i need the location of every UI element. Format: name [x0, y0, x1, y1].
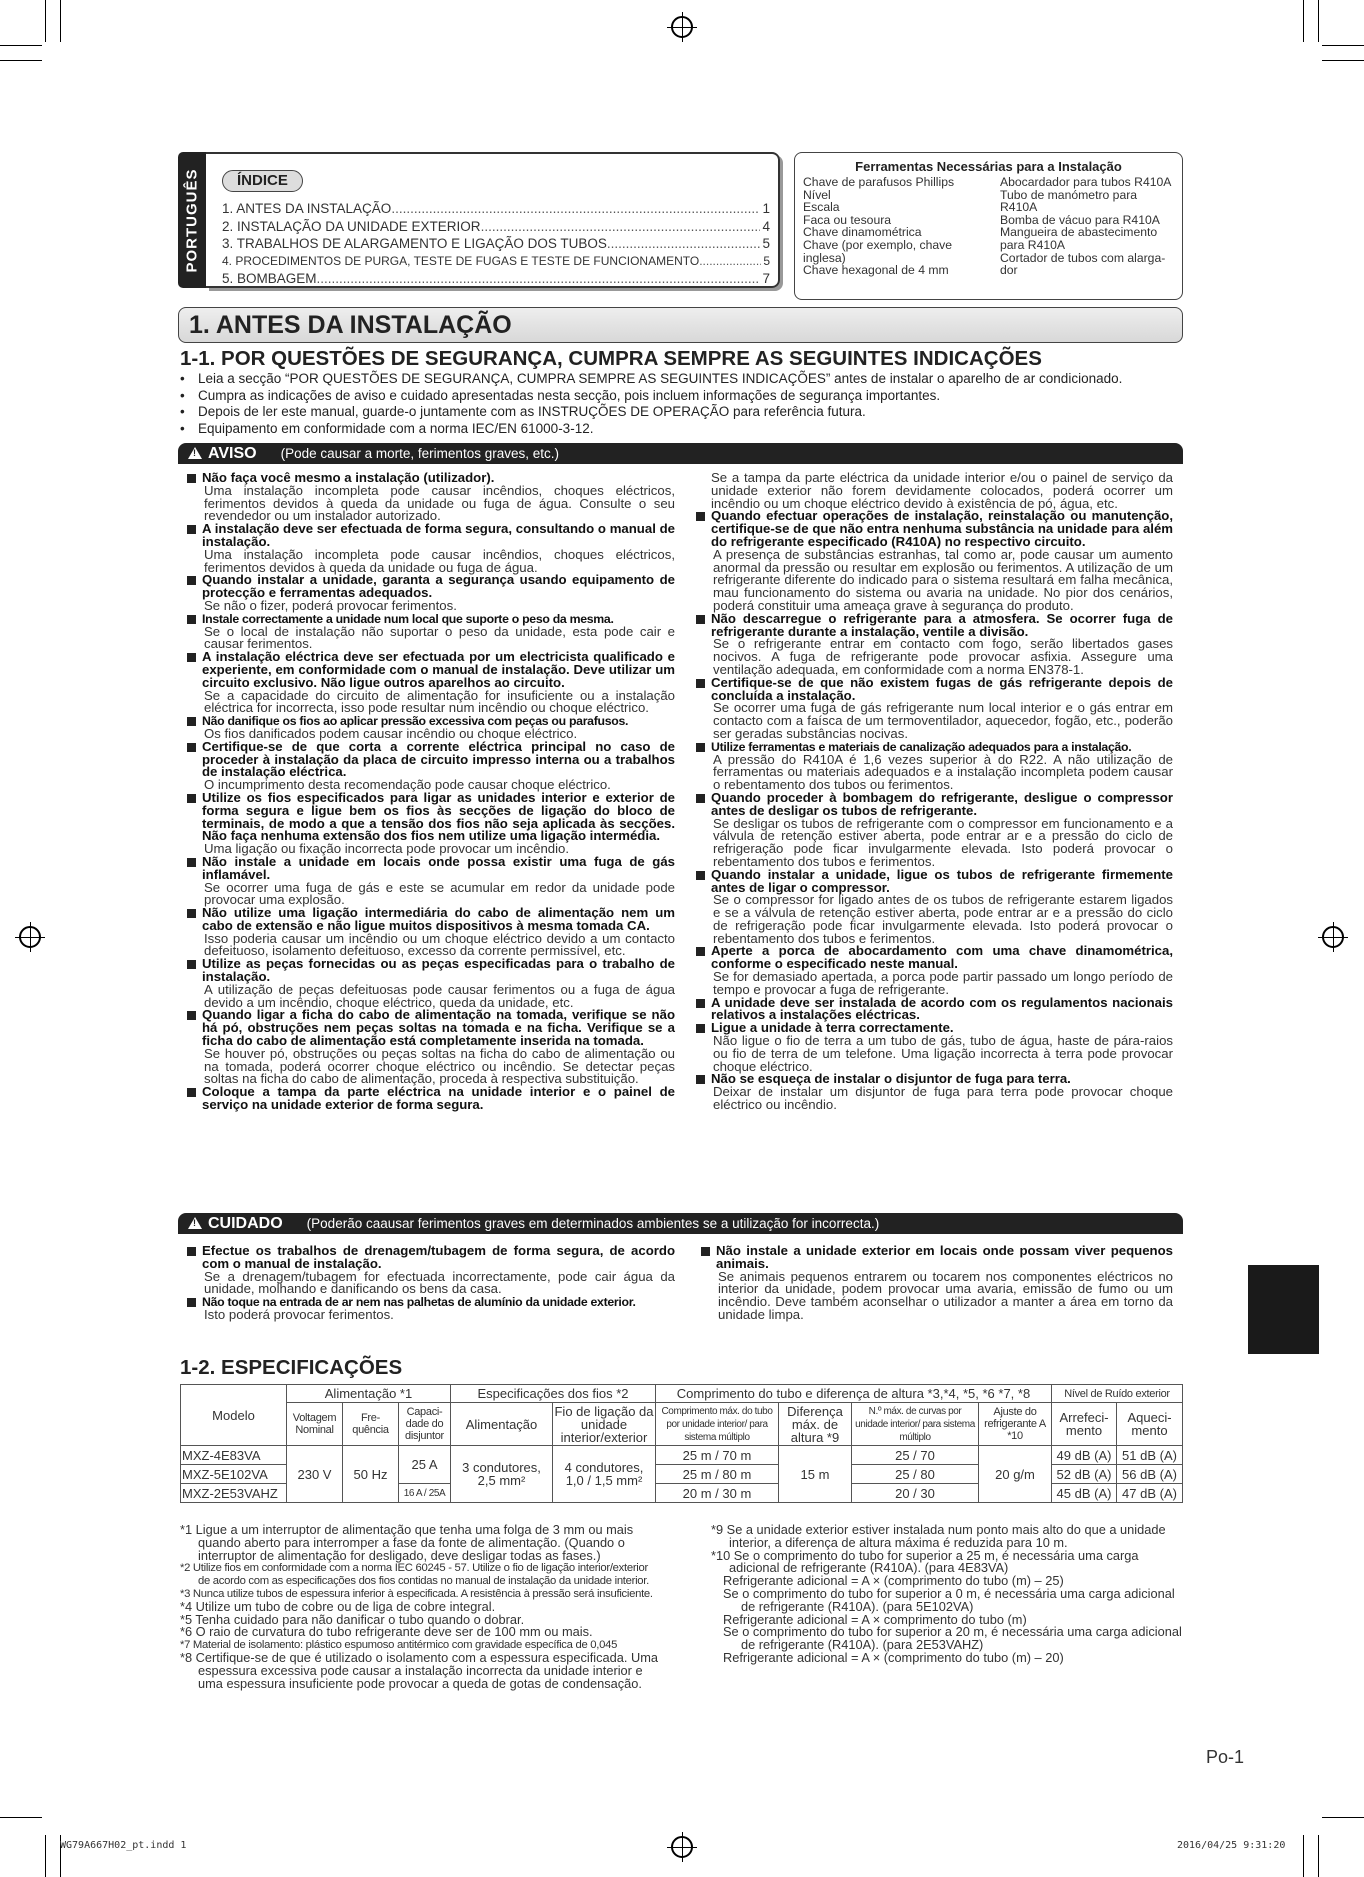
bends-cell: 25 / 80 — [852, 1465, 979, 1484]
crop-mark — [1318, 0, 1319, 42]
safety-item — [693, 510, 1173, 612]
registration-mark-icon — [1322, 926, 1344, 948]
tool-item: Chave hexagonal de 4 mm — [803, 263, 949, 278]
safety-item-text: Uma instalação incompleta pode causar incêndios, choques eléctricos, ferimentos devidos à queda da unidade ou fuga de água. — [204, 546, 675, 575]
language-tab — [178, 152, 206, 288]
safety-item-title: Quando instalar a unidade, ligue os tubos de refrigerante firmemente antes de ligar o compressor. — [711, 866, 1173, 895]
safety-item — [184, 472, 675, 523]
col-header: N.º máx. de curvas por unidade interior/ para sistema múltiplo — [852, 1403, 979, 1446]
safety-item-text: Uma instalação incompleta pode causar incêndios, choques eléctricos, ferimentos devidos à queda da unidade ou fuga de água. Consulte o seu revendedor ou um instalador autorizado. — [204, 482, 675, 524]
index-item-page: 5 — [763, 253, 770, 268]
bullet-square-icon — [187, 1247, 196, 1256]
safety-item — [184, 1245, 675, 1296]
caution-note: (Poderão caausar ferimentos graves em determinados ambientes se a utilização for incorrecta.) — [306, 1216, 880, 1231]
safety-item-title: Utilize ferramentas e materiais de canalização adequados para a instalação. — [711, 739, 1132, 754]
col-header: Diferença máx. de altura *9 — [779, 1403, 852, 1446]
warning-label: AVISO — [208, 445, 257, 462]
safety-item-text: Não ligue o fio de terra a um tubo de gás, tubo de água, haste de pára-raios ou fio de terra de um telefone. Uma ligação incorrecta à terra pode provocar choque eléctrico. — [713, 1033, 1173, 1074]
heating-noise-cell: 47 dB (A) — [1117, 1484, 1183, 1503]
safety-item-text: Se a drenagem/tubagem for efectuada incorrectamente, pode cair água da unidade, molhando e danificando os bens da casa. — [204, 1268, 675, 1297]
footnote: *3 Nunca utilize tubos de espessura inferior à especificada. A resistência à pressão será insuficiente. — [180, 1587, 653, 1600]
tool-item: Faca ou tesoura — [803, 212, 892, 227]
pipe-length-cell: 25 m / 70 m — [656, 1446, 779, 1465]
safety-item-text: Se houver pó, obstruções ou peças soltas na ficha do cabo de alimentação ou na tomada, poderá ocorrer choque eléctrico ou incêndio. Se detectar peças soltas na ficha do cabo de alimentação, proceda à respectiva substituição. — [204, 1045, 675, 1087]
footnote: Refrigerante adicional = A × (comprimento do tubo (m) – 25) — [723, 1573, 1064, 1589]
safety-item-text: A pressão do R410A é 1,6 vezes superior à do R22. A não utilização de ferramentas ou materiais adequados e a instalação incompleta podem causar o rebentamento dos tubos ou ferimentos. — [713, 751, 1173, 793]
model-cell: MXZ-2E53VAHZ — [181, 1484, 287, 1503]
subsection-title: 1-2. ESPECIFICAÇÕES — [180, 1356, 403, 1379]
tool-item: dor — [1000, 263, 1018, 278]
safety-item-text: Uma ligação ou fixação incorrecta pode provocar um incêndio. — [204, 841, 570, 857]
intro-bullet: • Depois de ler este manual, guarde-o juntamente com as INSTRUÇÕES DE OPERAÇÃO para referência futura. — [180, 404, 1190, 421]
safety-item-text: A utilização de peças defeituosas pode causar ferimentos ou a fuga de água devido a um incêndio, choque eléctrico, queda da unidade, etc. — [204, 981, 675, 1010]
frequency-cell: 50 Hz — [343, 1446, 399, 1503]
safety-item-text: Se for demasiado apertada, a porca pode partir passado um longo período de tempo e provocar a fuga de refrigerante. — [713, 969, 1173, 997]
safety-item — [693, 945, 1173, 996]
safety-item — [693, 1022, 1173, 1073]
col-header: Nível de Ruído exterior — [1052, 1385, 1183, 1403]
footnote: Se o comprimento do tubo for superior a 20 m, é necessária uma carga adicional de refrigerante (R410A). (para 2E53VAHZ) — [723, 1624, 1182, 1653]
refrigerant-adjust-cell: 20 g/m — [979, 1446, 1052, 1503]
footnote: *9 Se a unidade exterior estiver instalada num ponto mais alto do que a unidade interior, a diferença de altura máxima é reduzida para 10 m. — [711, 1522, 1166, 1550]
language-label: PORTUGUÊS — [183, 167, 201, 273]
crop-mark — [1303, 0, 1304, 42]
registration-mark-icon — [671, 16, 693, 38]
intro-bullet: • Cumpra as indicações de aviso e cuidado apresentadas nesta secção, pois incluem informações de segurança importantes. — [180, 388, 1190, 405]
registration-mark-icon — [671, 1836, 693, 1858]
safety-item-title: Quando ligar a ficha do cabo de alimentação na tomada, verifique se não há pó, obstruções nem peças soltas na tomada e na ficha. Verifique se a ficha do cabo de alimentação está completamente inserida na tomada. — [202, 1007, 675, 1049]
breaker-cell: 25 A — [399, 1446, 451, 1484]
index-item-page: 7 — [762, 271, 770, 286]
safety-item-text: Se ocorrer uma fuga de gás refrigerante num local interior e o gás entrar em contacto com a faísca de um termoventilador, aquecedor, fogão, etc., poderão ser geradas substâncias nocivas. — [713, 700, 1173, 741]
safety-item — [693, 674, 1173, 741]
footer-timestamp: 2016/04/25 9:31:20 — [1177, 1840, 1286, 1851]
spec-table — [180, 1384, 1183, 1503]
safety-item — [184, 958, 675, 1009]
safety-item-title: A instalação eléctrica deve ser efectuada por um electricista qualificado e experiente, em conformidade com o manual de instalação. Deve utilizar um circuito exclusivo. Não ligue outros aparelhos ao circuito. — [202, 649, 675, 690]
pipe-length-cell: 25 m / 80 m — [656, 1465, 779, 1484]
safety-item-title: Não descarregue o refrigerante para a atmosfera. Se ocorrer fuga de refrigerante durante a instalação, ventile a divisão. — [711, 610, 1173, 639]
footnote: Refrigerante adicional = A × (comprimento do tubo (m) – 20) — [723, 1649, 1064, 1665]
bullet-square-icon — [187, 909, 196, 918]
tool-item: Escala — [803, 200, 840, 215]
safety-item-title: A unidade deve ser instalada de acordo com os regulamentos nacionais relativos a instalações eléctricas. — [711, 994, 1173, 1023]
safety-item-title: Certifique-se de que corta a corrente eléctrica principal no caso de proceder à instalação da placa de circuito impresso interna ou a trabalhos de instalação eléctrica. — [202, 738, 675, 780]
safety-item-title: Não utilize uma ligação intermediária do cabo de alimentação nem um cabo de extensão e não ligue muitos dispositivos à mesma tomada CA. — [202, 905, 675, 933]
bullet-square-icon — [696, 512, 705, 521]
warning-icon — [188, 447, 202, 459]
safety-item-text: Se desligar os tubos de refrigerante com o compressor em funcionamento e a válvula de retenção estiver aberta, pode entrar ar e a pressão do ciclo de refrigeração pode ficar invulgarmente elevada. Isto poderá provocar o rebentamento dos tubos e ferimentos. — [713, 815, 1173, 869]
power-wire-cell: 3 condutores, 2,5 mm² — [451, 1446, 553, 1503]
crop-mark — [0, 45, 42, 46]
footnote: Refrigerante adicional = A × comprimento do tubo (m) — [723, 1611, 1027, 1627]
bullet-square-icon — [696, 1075, 705, 1084]
tool-item: Chave dinamométrica — [803, 225, 922, 240]
index-item-page: 5 — [762, 236, 770, 251]
tool-item: Nível — [803, 187, 831, 202]
safety-item-title: Utilize as peças fornecidas ou as peças especificadas para o trabalho de instalação. — [202, 956, 675, 985]
bullet-square-icon — [696, 999, 705, 1008]
index-item[interactable] — [222, 218, 770, 236]
tool-item: R410A — [1000, 200, 1038, 215]
bullet-square-icon — [696, 871, 705, 880]
bullet-square-icon — [187, 615, 196, 624]
crop-mark — [45, 1835, 46, 1877]
footnote: *1 Ligue a um interruptor de alimentação que tenha uma folga de 3 mm ou mais quando aberto para interromper a fase da fonte de alimentação. (Quando o interruptor de alimentação for desligado, deve desligar todas as fases.) — [180, 1522, 634, 1563]
bullet-square-icon — [187, 653, 196, 662]
footnote: *2 Utilize fios em conformidade com a norma IEC 60245 - 57. Utilize o fio de ligação interior/exterior de acordo com as especificações dos fios contidas no manual de instalação da unidade interior. — [180, 1562, 649, 1588]
col-header: Fre-quência — [343, 1403, 399, 1446]
bullet-square-icon — [187, 1011, 196, 1020]
safety-item-text: Isso poderia causar um incêndio ou um choque eléctrico devido a um contacto defeituoso, isolamento defeituoso, excesso da corrente permissível, etc. — [204, 930, 675, 959]
intro-list — [180, 371, 1190, 437]
safety-item-text: Se a capacidade do circuito de alimentação for insuficiente ou a instalação eléctrica for incorrecta, isso pode resultar num incêndio ou choque eléctrico. — [204, 687, 675, 716]
safety-item-text: Se ocorrer uma fuga de gás e este se acumular em redor da unidade pode provocar uma explosão. — [204, 879, 675, 908]
safety-item-title: Não faça você mesmo a instalação (utilizador). — [202, 470, 495, 485]
safety-item — [184, 1086, 675, 1112]
safety-item — [693, 994, 1173, 1023]
safety-item-title: Coloque a tampa da parte eléctrica na unidade interior e o painel de serviço na unidade exterior de forma segura. — [202, 1084, 675, 1113]
warning-left-column — [184, 472, 675, 1112]
warning-bar — [178, 443, 1183, 464]
bends-cell: 25 / 70 — [852, 1446, 979, 1465]
model-cell: MXZ-4E83VA — [181, 1446, 287, 1465]
safety-item-title: Quando efectuar operações de instalação, reinstalação ou manutenção, certifique-se de que não entra nenhuma substância na unidade para além do refrigerante especificado (R410A) no respectivo circuito. — [711, 508, 1173, 549]
index-item-label: 5. BOMBAGEM — [222, 271, 317, 286]
intro-bullet: • Equipamento em conformidade com a norma IEC/EN 61000-3-12. — [180, 421, 1190, 438]
bullet-square-icon — [187, 576, 196, 585]
safety-item-title: Ligue a unidade à terra correctamente. — [711, 1020, 954, 1036]
safety-item — [693, 789, 1173, 869]
footnote: Se o comprimento do tubo for superior a 0 m, é necessária uma carga adicional de refrigerante (R410A). (para 5E102VA) — [723, 1585, 1175, 1614]
safety-item — [693, 1073, 1173, 1111]
section-thumb-tab — [1248, 1265, 1319, 1354]
index-box — [206, 152, 780, 288]
footnote: *8 Certifique-se de que é utilizado o isolamento com a espessura especificada. Uma espessura excessiva pode causar a instalação incorrecta da unidade interior e uma espessura insuficiente pode provocar a queda de gotas de condensação. — [180, 1649, 659, 1691]
tool-item: para R410A — [1000, 237, 1066, 252]
crop-mark — [60, 0, 61, 42]
col-header: Especificações dos fios *2 — [451, 1385, 656, 1403]
bullet-square-icon — [187, 858, 196, 867]
col-header: Fio de ligação da unidade interior/exterior — [554, 1403, 654, 1445]
safety-item-text: Deixar de instalar um disjuntor de fuga para terra pode provocar choque eléctrico ou incêndio. — [713, 1084, 1173, 1113]
index-item-label: 2. INSTALAÇÃO DA UNIDADE EXTERIOR — [222, 218, 481, 234]
safety-item — [693, 610, 1173, 677]
col-header: Aqueci-mento — [1117, 1403, 1183, 1446]
bullet-square-icon — [696, 679, 705, 688]
bends-cell: 20 / 30 — [852, 1484, 979, 1503]
safety-item-title: Não instale a unidade exterior em locais onde possam viver pequenos animais. — [716, 1243, 1173, 1271]
crop-mark — [1322, 1817, 1364, 1818]
tool-item: inglesa) — [803, 250, 846, 265]
bullet-square-icon — [187, 743, 196, 752]
tool-item: Tubo de manómetro para — [1000, 187, 1138, 202]
footer-filename: WG79A667H02_pt.indd 1 — [60, 1840, 187, 1851]
safety-item-text: Se o refrigerante entrar em contacto com fogo, serão libertados gases nocivos. A fuga de refrigerante pode provocar asfixia. Assegure uma ventilação adequada, em conformidade com a norma EN378-1. — [713, 636, 1173, 677]
bullet-square-icon — [187, 525, 196, 534]
safety-item — [184, 907, 675, 958]
bullet-square-icon — [187, 474, 196, 483]
caution-left-column — [184, 1245, 675, 1322]
safety-item — [184, 853, 675, 908]
footnote: *10 Se o comprimento do tubo for superior a 25 m, é necessária uma carga adicional de refrigerante (R410A). (para 4E83VA) — [711, 1547, 1139, 1576]
model-cell: MXZ-5E102VA — [181, 1465, 287, 1484]
caution-right-column — [698, 1245, 1173, 1322]
index-item[interactable] — [222, 253, 770, 271]
tools-list-left — [803, 176, 1000, 277]
safety-item-text: Os fios danificados podem causar incêndio ou choque eléctrico. — [204, 725, 578, 741]
caution-label: CUIDADO — [208, 1215, 283, 1232]
bullet-square-icon — [701, 1247, 710, 1256]
bullet-square-icon — [187, 1298, 196, 1307]
safety-item-text: Se o compressor for ligado antes de os tubos de refrigerante estarem ligados e se a válvula de retenção estiver aberta, pode entrar ar e a pressão do ciclo de refrigeração pode ficar invulgarmente elevada. Isto poderá provocar o rebentamento dos tubos e ferimentos. — [713, 892, 1173, 946]
safety-item-title: Instale correctamente a unidade num local que suporte o peso da mesma. — [202, 611, 614, 626]
cooling-noise-cell: 52 dB (A) — [1052, 1465, 1117, 1484]
safety-item — [693, 741, 1173, 792]
safety-item-title: Não toque na entrada de ar nem nas palhetas de alumínio da unidade exterior. — [202, 1295, 636, 1310]
footnote: *6 O raio de curvatura do tubo refrigerante deve ser de 100 mm ou mais. — [180, 1624, 593, 1640]
bullet-square-icon — [696, 1024, 705, 1033]
safety-item-title: Certifique-se de que não existem fugas de gás refrigerante depois de concluída a instalação. — [711, 674, 1173, 703]
safety-item — [184, 574, 675, 612]
safety-item-title: Não danifique os fios ao aplicar pressão excessiva com peças ou parafusos. — [202, 714, 629, 729]
pipe-length-cell: 20 m / 30 m — [656, 1484, 779, 1503]
index-title: ÍNDICE — [222, 170, 303, 192]
safety-item-text: Isto poderá provocar ferimentos. — [204, 1306, 394, 1322]
crop-mark — [1303, 1835, 1304, 1877]
safety-item-title: Efectue os trabalhos de drenagem/tubagem de forma segura, de acordo com o manual de instalação. — [202, 1243, 675, 1271]
height-diff-cell: 15 m — [779, 1446, 852, 1503]
col-header: Arrefeci-mento — [1052, 1403, 1117, 1446]
crop-mark — [0, 60, 42, 61]
tools-title: Ferramentas Necessárias para a Instalação — [855, 159, 1122, 174]
safety-item-title: Quando proceder à bombagem do refrigerante, desligue o compressor antes de desligar os tubos de refrigerante. — [711, 789, 1173, 818]
page-number: Po-1 — [1206, 1747, 1245, 1767]
index-item-label: 1. ANTES DA INSTALAÇÃO — [222, 201, 392, 216]
safety-item-text: O incumprimento desta recomendação pode causar choque eléctrico. — [204, 777, 611, 793]
index-item-label: 3. TRABALHOS DE ALARGAMENTO E LIGAÇÃO DOS TUBOS — [222, 236, 607, 251]
index-item-label: 4. PROCEDIMENTOS DE PURGA, TESTE DE FUGAS E TESTE DE FUNCIONAMENTO — [222, 253, 700, 268]
footnote: *4 Utilize um tubo de cobre ou de liga de cobre integral. — [180, 1598, 496, 1614]
footnotes-left — [180, 1524, 658, 1690]
tool-item: Bomba de vácuo para R410A — [1000, 212, 1160, 227]
warning-continuation: Se a tampa da parte eléctrica da unidade interior e/ou o painel de serviço da unidade exterior não forem devidamente colocados, poderá ocorrer um incêndio ou um choque eléctrico devido à existência de pó, água, etc. — [711, 470, 1173, 511]
bullet-square-icon — [696, 743, 705, 752]
footnote: *7 Material de isolamento: plástico espumoso antitérmico com gravidade específica de 0,045 — [180, 1639, 618, 1652]
tool-item: Chave (por exemplo, chave — [803, 237, 953, 252]
safety-item — [693, 866, 1173, 946]
index-item-page: 1 — [762, 201, 770, 216]
table-row — [181, 1446, 1183, 1465]
index-item[interactable] — [222, 270, 770, 288]
col-header: Alimentação — [451, 1403, 553, 1446]
connection-wire-cell: 4 condutores, 1,0 / 1,5 mm² — [553, 1446, 656, 1503]
bullet-square-icon — [187, 717, 196, 726]
cooling-noise-cell: 49 dB (A) — [1052, 1446, 1117, 1465]
safety-item-title: Utilize os fios especificados para ligar as unidades interior e exterior de forma segura e ligue bem os fios às secções de ligação do bloco de terminais, de modo a que a tensão dos fios não seja aplicada às secções. Não faça nenhuma extensão dos fios nem utilize uma ligação intermédia. — [202, 789, 675, 844]
safety-item — [184, 715, 675, 741]
intro-bullet: • Leia a secção “POR QUESTÕES DE SEGURANÇA, CUMPRA SEMPRE AS SEGUINTES INDICAÇÕES” antes de instalar o aparelho de ar condicionado. — [180, 371, 1190, 388]
safety-item-title: Não se esqueça de instalar o disjuntor de fuga para terra. — [711, 1071, 1071, 1087]
safety-item — [184, 738, 675, 793]
bullet-square-icon — [696, 615, 705, 624]
footnote: *5 Tenha cuidado para não danificar o tubo quando o dobrar. — [180, 1611, 525, 1627]
index-item-page: 4 — [762, 218, 770, 234]
breaker-cell: 16 A / 25A — [399, 1484, 451, 1503]
safety-item — [698, 1245, 1173, 1322]
heating-noise-cell: 56 dB (A) — [1117, 1465, 1183, 1484]
crop-mark — [0, 1817, 42, 1818]
tool-item: Chave de parafusos Phillips — [803, 175, 955, 189]
warning-right-column — [693, 472, 1173, 1112]
tools-box — [794, 152, 1183, 300]
section-title: 1. ANTES DA INSTALAÇÃO — [178, 307, 1183, 343]
tool-item: Cortador de tubos com alarga- — [1000, 250, 1166, 265]
bullet-square-icon — [187, 960, 196, 969]
safety-item-title: Aperte a porca de abocardamento com uma chave dinamométrica, conforme o especificado neste manual. — [711, 943, 1173, 972]
tool-item: Abocardador para tubos R410A — [1000, 175, 1172, 189]
crop-mark — [1318, 1835, 1319, 1877]
safety-item-title: Quando instalar a unidade, garanta a segurança usando equipamento de protecção e ferramentas adequados. — [202, 572, 675, 601]
caution-bar — [178, 1213, 1183, 1234]
col-header: Comprimento do tubo e diferença de altura *3,*4, *5, *6 *7, *8 — [656, 1385, 1052, 1403]
crop-mark — [45, 0, 46, 42]
col-header: Comprimento máx. do tubo por unidade interior/ para sistema múltiplo — [656, 1403, 779, 1446]
crop-mark — [1322, 60, 1364, 61]
col-header: Alimentação *1 — [287, 1385, 451, 1403]
safety-item-title: A instalação deve ser efectuada de forma segura, consultando o manual de instalação. — [202, 521, 675, 549]
caution-icon — [188, 1217, 202, 1229]
bullet-square-icon — [696, 947, 705, 956]
safety-item — [184, 523, 675, 574]
tools-list-right — [1000, 176, 1174, 277]
col-header: Modelo — [181, 1385, 287, 1446]
tool-item: Mangueira de abastecimento — [1000, 225, 1158, 240]
safety-item — [184, 613, 675, 651]
safety-item-text: Se não o fizer, poderá provocar ferimentos. — [204, 597, 457, 613]
safety-item — [184, 789, 675, 857]
col-header: Capaci-dade do disjuntor — [399, 1403, 451, 1446]
safety-item — [184, 1009, 675, 1086]
bullet-square-icon — [187, 794, 196, 803]
footnotes-right — [711, 1524, 1183, 1665]
index-list — [222, 200, 770, 288]
index-item[interactable] — [222, 200, 770, 218]
safety-item — [184, 1296, 675, 1322]
heating-noise-cell: 51 dB (A) — [1117, 1446, 1183, 1465]
safety-item-text: Se animais pequenos entrarem ou tocarem nos componentes eléctricos no interior da unidade, podem provocar uma avaria, emissão de fumo ou um incêndio. Deve também aconselhar o utilizador a manter a área em torno da unidade limpa. — [718, 1268, 1173, 1322]
safety-item-title: Não instale a unidade em locais onde possa existir uma fuga de gás inflamável. — [202, 853, 675, 882]
safety-item — [184, 651, 675, 715]
index-item[interactable] — [222, 235, 770, 253]
safety-item-text: A presença de substâncias estranhas, tal como ar, pode causar um aumento anormal da pressão ou resultar em explosão ou ferimentos. A utilização de um refrigerante diferente do indicado para o sistema resultará em falha mecânica, mau funcionamento do sistema ou avaria na unidade. No pior dos cenários, poderá constituir uma ameaça grave à segurança do produto. — [713, 546, 1173, 613]
warning-note: (Pode causar a morte, ferimentos graves, etc.) — [280, 446, 559, 461]
col-header: Voltagem Nominal — [287, 1403, 343, 1446]
cooling-noise-cell: 45 dB (A) — [1052, 1484, 1117, 1503]
bullet-square-icon — [187, 1088, 196, 1097]
registration-mark-icon — [19, 926, 41, 948]
subsection-title: 1-1. POR QUESTÕES DE SEGURANÇA, CUMPRA SEMPRE AS SEGUINTES INDICAÇÕES — [180, 347, 1042, 370]
safety-item-text: Se o local de instalação não suportar o peso da unidade, esta pode cair e causar ferimentos. — [204, 623, 675, 652]
voltage-cell: 230 V — [287, 1446, 343, 1503]
col-header: Ajuste do refrigerante A *10 — [979, 1403, 1052, 1446]
bullet-square-icon — [696, 794, 705, 803]
crop-mark — [1322, 45, 1364, 46]
